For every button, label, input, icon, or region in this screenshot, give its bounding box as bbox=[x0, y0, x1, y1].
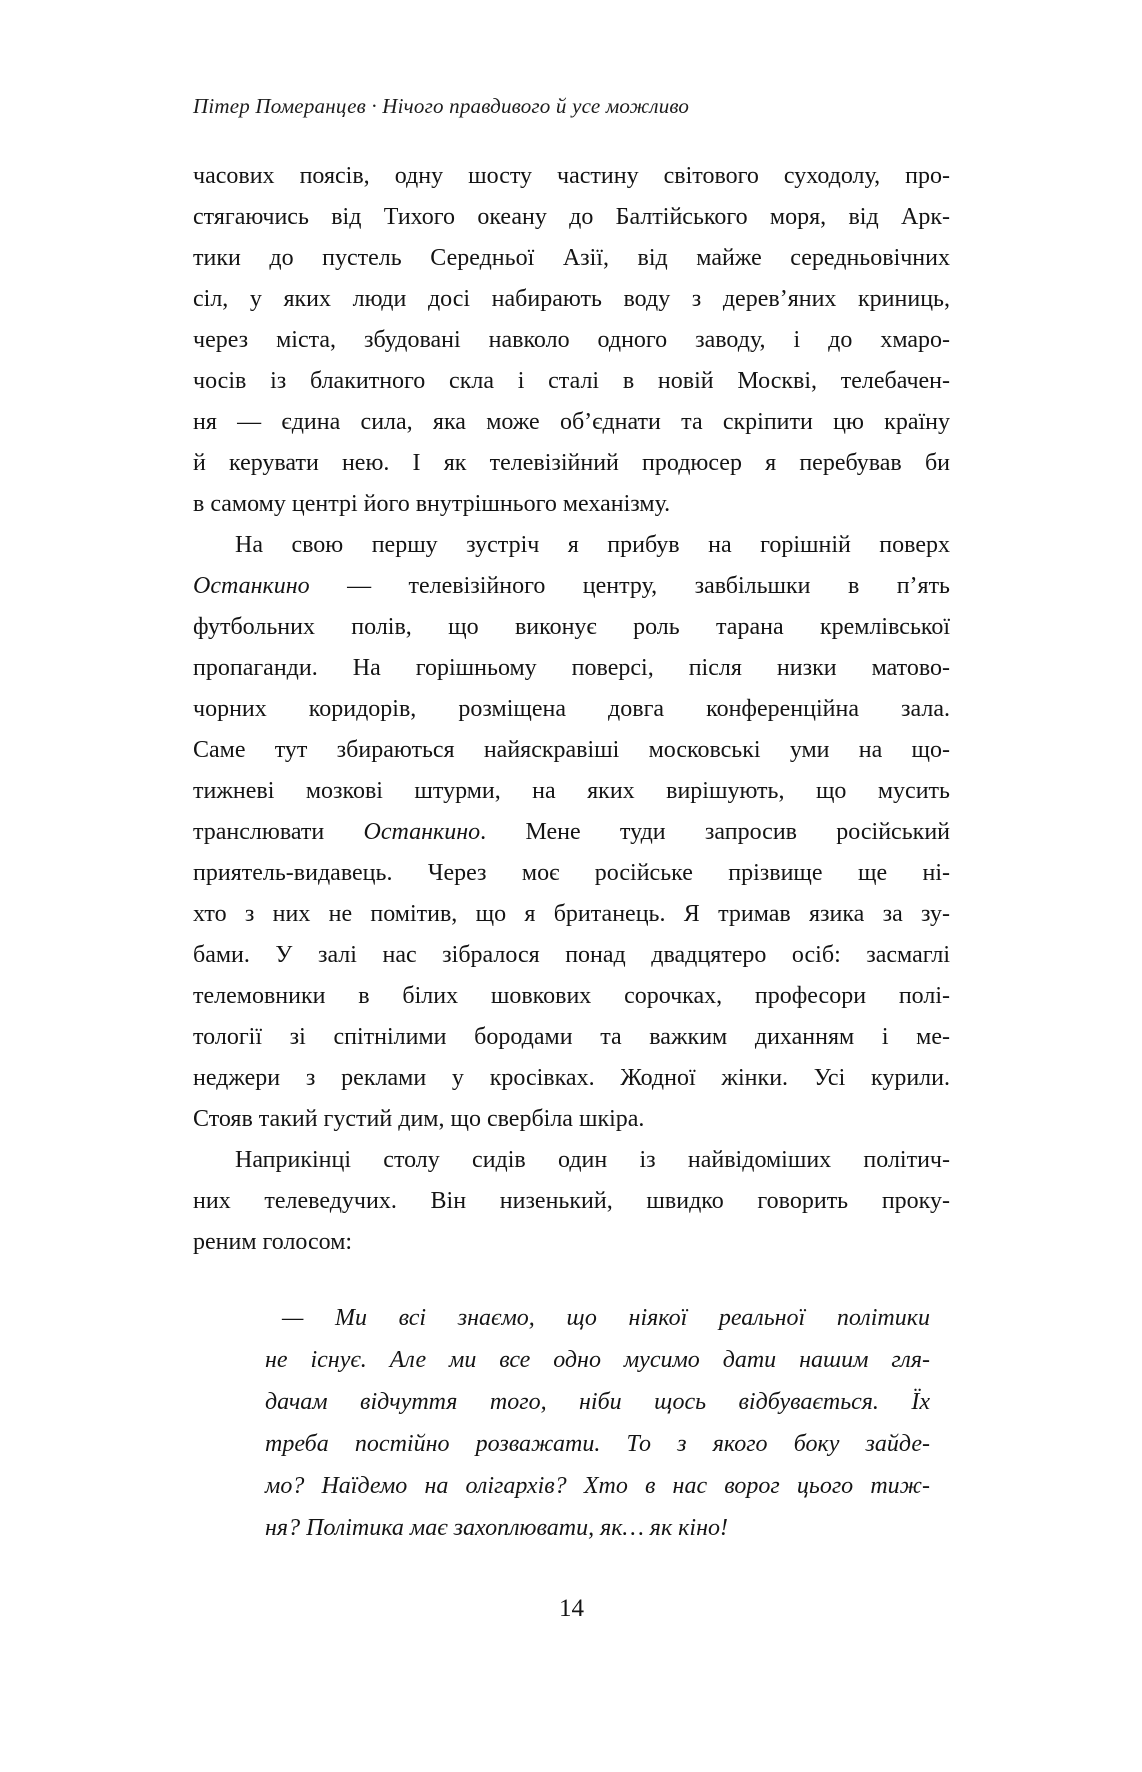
text-run: стягаючись від Тихого океану до Балтійського моря, від Арк- bbox=[193, 204, 950, 230]
text-run: Наприкінці столу сидів один із найвідоміших політич- bbox=[235, 1147, 950, 1173]
text-run: Саме тут збираються найяскравіші московські уми на що- bbox=[193, 737, 950, 763]
text-line bbox=[193, 1099, 950, 1140]
text-run: пропаганди. На горішньому поверсі, після низки матово- bbox=[193, 655, 950, 681]
text-run: чорних коридорів, розміщена довга конференційна зала. bbox=[193, 696, 950, 722]
text-line bbox=[265, 1381, 930, 1423]
text-line bbox=[193, 771, 950, 812]
text-run: них телеведучих. Він низенький, швидко говорить проку- bbox=[193, 1188, 950, 1214]
text-run: реним голосом: bbox=[193, 1229, 353, 1255]
text-run: дачам відчуття того, ніби щось відбувається. Їх bbox=[265, 1389, 930, 1415]
text-line bbox=[193, 238, 950, 279]
text-line bbox=[193, 279, 950, 320]
text-line bbox=[265, 1423, 930, 1465]
text-run: транслювати bbox=[193, 819, 364, 845]
text-line bbox=[193, 894, 950, 935]
text-run: треба постійно розважати. То з якого боку зайде- bbox=[265, 1431, 930, 1457]
text-line bbox=[193, 812, 950, 853]
text-line bbox=[193, 320, 950, 361]
paragraph bbox=[193, 156, 950, 525]
text-run: часових поясів, одну шосту частину світового суходолу, про- bbox=[193, 163, 950, 189]
text-line bbox=[193, 976, 950, 1017]
text-run: ня — єдина сила, яка може об’єднати та скріпити цю країну bbox=[193, 409, 950, 435]
text-run: через міста, збудовані навколо одного заводу, і до хмаро- bbox=[193, 327, 950, 353]
text-line bbox=[193, 648, 950, 689]
text-run: Стояв такий густий дим, що свербіла шкіра. bbox=[193, 1106, 645, 1132]
text-line bbox=[193, 197, 950, 238]
text-line bbox=[193, 361, 950, 402]
text-line bbox=[265, 1507, 930, 1549]
text-run: не існує. Але ми все одно мусимо дати нашим гля- bbox=[265, 1347, 930, 1373]
text-line bbox=[265, 1465, 930, 1507]
text-line bbox=[193, 935, 950, 976]
text-line bbox=[193, 1181, 950, 1222]
text-run: ня? Політика має захоплювати, як… як кіно! bbox=[265, 1515, 728, 1541]
text-run: тології зі спітнілими бородами та важким диханням і ме- bbox=[193, 1024, 950, 1050]
text-run: в самому центрі його внутрішнього механізму. bbox=[193, 491, 671, 517]
text-line bbox=[193, 402, 950, 443]
page-body bbox=[193, 156, 950, 1549]
page-number: 14 bbox=[559, 1595, 584, 1622]
text-run: футбольних полів, що виконує роль тарана кремлівської bbox=[193, 614, 950, 640]
text-run: й керувати нею. І як телевізійний продюсер я перебував би bbox=[193, 450, 950, 476]
text-line bbox=[193, 1058, 950, 1099]
text-line bbox=[193, 730, 950, 771]
block-quote bbox=[265, 1297, 930, 1549]
text-run: — Ми всі знаємо, що ніякої реальної політики bbox=[282, 1305, 930, 1331]
text-line bbox=[193, 443, 950, 484]
paragraph bbox=[193, 525, 950, 1140]
text-line bbox=[193, 1140, 950, 1181]
running-header: Пітер Померанцев · Нічого правдивого й усе можливо bbox=[193, 94, 690, 118]
text-line bbox=[193, 853, 950, 894]
text-run: — телевізійного центру, завбільшки в п’ять bbox=[309, 573, 950, 599]
text-run: хто з них не помітив, що я британець. Я тримав язика за зу- bbox=[193, 901, 950, 927]
text-line bbox=[265, 1339, 930, 1381]
text-run: На свою першу зустріч я прибув на горішній поверх bbox=[235, 532, 950, 558]
text-line bbox=[193, 525, 950, 566]
text-line bbox=[193, 1222, 950, 1263]
text-run: мо? Наїдемо на олігархів? Хто в нас ворог цього тиж- bbox=[265, 1473, 930, 1499]
text-line bbox=[193, 156, 950, 197]
italic-text-run: Останкино bbox=[193, 573, 310, 599]
text-run: неджери з реклами у кросівках. Жодної жінки. Усі курили. bbox=[193, 1065, 950, 1091]
text-run: чосів із блакитного скла і сталі в новій Москві, телебачен- bbox=[193, 368, 950, 394]
italic-text-run: Останкино bbox=[363, 819, 481, 845]
text-line bbox=[193, 1017, 950, 1058]
text-line bbox=[193, 607, 950, 648]
text-run: тижневі мозкові штурми, на яких вирішують, що мусить bbox=[193, 778, 950, 804]
text-run: приятель-видавець. Через моє російське прізвище ще ні- bbox=[193, 860, 950, 886]
text-run: телемовники в білих шовкових сорочках, професори полі- bbox=[193, 983, 950, 1009]
text-line bbox=[193, 689, 950, 730]
text-run: . Мене туди запросив російський bbox=[480, 819, 951, 845]
text-run: сіл, у яких люди досі набирають воду з дерев’яних криниць, bbox=[193, 286, 950, 312]
text-run: тики до пустель Середньої Азії, від майже середньовічних bbox=[193, 245, 950, 271]
text-run: бами. У залі нас зібралося понад двадцятеро осіб: засмаглі bbox=[193, 942, 950, 968]
text-line bbox=[193, 484, 950, 525]
text-line bbox=[193, 566, 950, 607]
text-line bbox=[265, 1297, 930, 1339]
paragraph bbox=[193, 1140, 950, 1263]
